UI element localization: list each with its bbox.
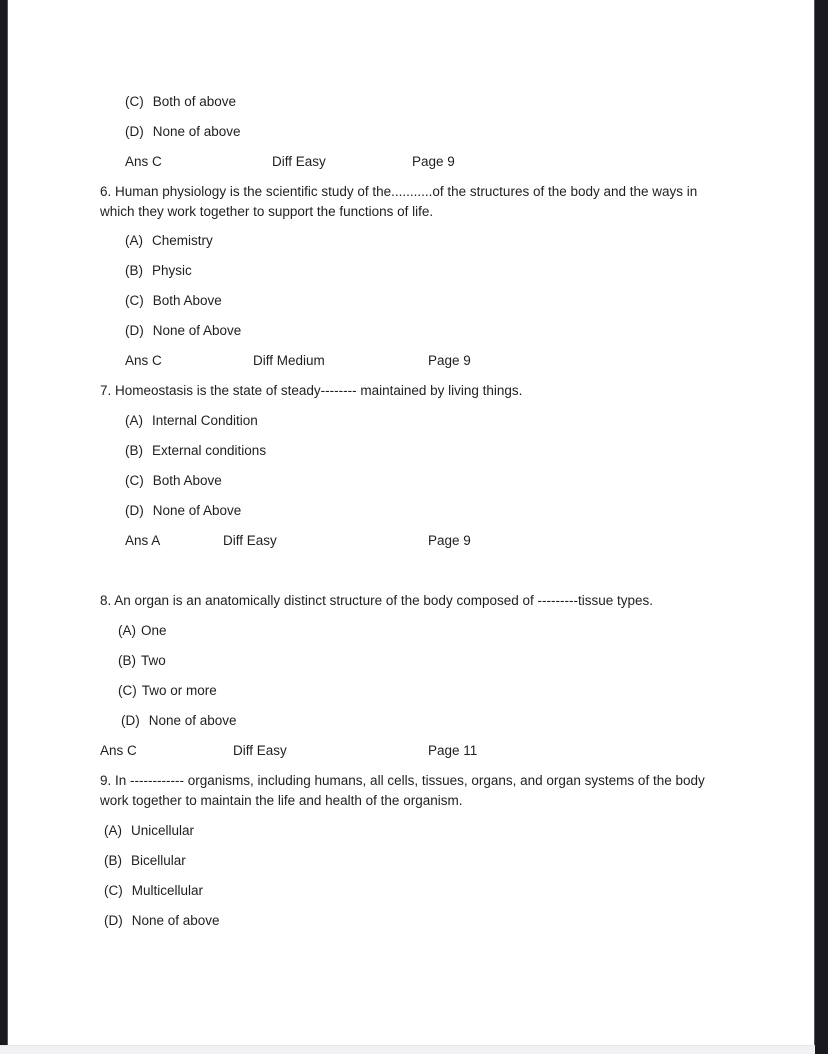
- option-text: Unicellular: [131, 823, 195, 838]
- question8-option-b: [118, 651, 166, 671]
- page-reference: Page 9: [412, 154, 455, 169]
- option-text: None of above: [131, 913, 220, 928]
- question6-text: 6. Human physiology is the scientific study of the...........of the structures of the body and the ways in which they work together to support the functions of life.: [100, 184, 698, 219]
- option-label: (D): [125, 503, 144, 518]
- difficulty-value: Diff Easy: [233, 743, 287, 758]
- question7-option-a: [125, 411, 258, 431]
- question7-option-d: [125, 501, 241, 521]
- answer-value: Ans C: [125, 353, 162, 368]
- option-text: Internal Condition: [152, 413, 258, 428]
- option-label: (B): [125, 443, 143, 458]
- question8-option-c: [118, 681, 217, 701]
- difficulty-value: Diff Easy: [223, 533, 277, 548]
- option-text: Chemistry: [152, 233, 213, 248]
- question8-meta-row: [0, 741, 828, 761]
- option-text: Two: [141, 653, 166, 668]
- option-text: One: [141, 623, 167, 638]
- answer-value: Ans C: [100, 743, 137, 758]
- option-label: (C): [118, 683, 137, 698]
- option-text: Multicellular: [131, 883, 204, 898]
- answer-value: Ans C: [125, 154, 162, 169]
- option-label: (C): [125, 94, 144, 109]
- difficulty-value: Diff Medium: [253, 353, 325, 368]
- question7-text: 7. Homeostasis is the state of steady-------- maintained by living things.: [100, 383, 523, 398]
- option-label: (A): [125, 413, 143, 428]
- option-text: Both Above: [152, 473, 222, 488]
- option-text: Two or more: [141, 683, 217, 698]
- question6-option-b: [125, 261, 192, 281]
- option-label: (B): [125, 263, 143, 278]
- page-reference: Page 9: [428, 353, 471, 368]
- question6-option-a: [125, 231, 213, 251]
- question9-option-b: [104, 851, 186, 871]
- option-label: (C): [125, 293, 144, 308]
- question5-option-d: [125, 122, 241, 142]
- question9-option-c: [104, 881, 203, 901]
- option-text: Both of above: [152, 94, 237, 109]
- question9-text: 9. In ------------ organisms, including humans, all cells, tissues, organs, and organ systems of the body work together to maintain the life and health of the organism.: [100, 773, 705, 808]
- question9-option-a: [104, 821, 194, 841]
- option-text: Physic: [152, 263, 192, 278]
- question5-meta-row: [0, 152, 828, 172]
- question8-text: 8. An organ is an anatomically distinct structure of the body composed of ---------tissue types.: [100, 593, 653, 608]
- difficulty-value: Diff Easy: [272, 154, 326, 169]
- option-text: Both Above: [152, 293, 222, 308]
- option-label: (A): [118, 623, 136, 638]
- option-label: (C): [104, 883, 123, 898]
- option-label: (B): [118, 653, 136, 668]
- page-reference: Page 9: [428, 533, 471, 548]
- option-label: (B): [104, 853, 122, 868]
- option-label: (A): [104, 823, 122, 838]
- option-label: (A): [125, 233, 143, 248]
- option-text: None of Above: [152, 503, 242, 518]
- question9-option-d: [104, 911, 220, 931]
- question5-option-c: [125, 92, 236, 112]
- question6-option-d: [125, 321, 241, 341]
- question6-meta-row: [0, 351, 828, 371]
- answer-value: Ans A: [125, 533, 161, 548]
- option-label: (C): [125, 473, 144, 488]
- question7-option-c: [125, 471, 222, 491]
- option-text: None of above: [152, 124, 241, 139]
- page-reference: Page 11: [428, 743, 478, 758]
- question7-option-b: [125, 441, 266, 461]
- option-text: None of Above: [152, 323, 242, 338]
- question7-meta-row: [0, 531, 828, 551]
- question6-option-c: [125, 291, 222, 311]
- option-text: None of above: [148, 713, 237, 728]
- bottom-strip: [0, 1045, 815, 1054]
- question8-option-a: [118, 621, 167, 641]
- option-text: External conditions: [152, 443, 267, 458]
- option-label: (D): [125, 323, 144, 338]
- option-text: Bicellular: [131, 853, 186, 868]
- option-label: (D): [104, 913, 123, 928]
- question8-option-d: [121, 711, 237, 731]
- option-label: (D): [121, 713, 140, 728]
- option-label: (D): [125, 124, 144, 139]
